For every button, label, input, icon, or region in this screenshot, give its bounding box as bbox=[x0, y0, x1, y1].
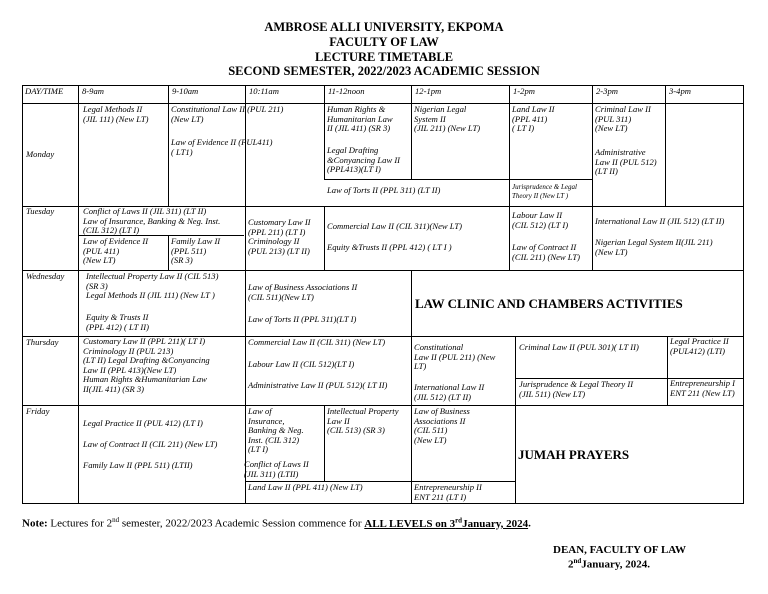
jumah-prayers: JUMAH PRAYERS bbox=[518, 447, 630, 462]
wed-cell: Law of Business Associations II (CIL 511)(New LT) bbox=[248, 282, 358, 302]
header-3-4pm: 3-4pm bbox=[669, 86, 691, 96]
wed-cell: Intellectual Property Law II (CIL 513) (SR 3) Legal Methods II (JIL 111) (New LT ) bbox=[86, 271, 219, 301]
mon-cell: Jurisprudence & Legal Theory II (New LT ) bbox=[512, 183, 577, 200]
fri-cell: Legal Practice II (PUL 412) (LT I) bbox=[83, 418, 203, 428]
header-11-12noon: 11-12noon bbox=[328, 86, 365, 96]
thu-cell: Administrative Law II (PUL 512)( LT II) bbox=[248, 380, 388, 390]
thu-cell: Criminal Law II (PUL 301)( LT II) bbox=[519, 342, 639, 352]
thu-cell: Jurisprudence & Legal Theory II (JIL 511) (New LT) bbox=[519, 379, 634, 399]
note-label: Note: bbox=[22, 517, 48, 530]
session-title: SECOND SEMESTER, 2022/2023 ACADEMIC SESSION bbox=[228, 64, 540, 78]
header-2-3pm: 2-3pm bbox=[596, 86, 618, 96]
day-friday: Friday bbox=[26, 406, 50, 416]
timetable bbox=[22, 85, 744, 504]
mon-cell: Human Rights & Humanitarian Law II (JIL 411) (SR 3) bbox=[327, 104, 393, 134]
tue-cell: Commercial Law II (CIL 311)(New LT) bbox=[327, 221, 463, 231]
fri-cell: Family Law II (PPL 511) (LTII) bbox=[83, 460, 193, 470]
tue-cell: Family Law II (PPL 511) (SR 3) bbox=[171, 236, 221, 266]
wed-cell: Equity & Trusts II (PPL 412) ( LT II) bbox=[86, 312, 150, 332]
header-10-11am: 10:11am bbox=[249, 86, 279, 96]
day-thursday: Thursday bbox=[26, 337, 59, 347]
fri-cell: Entrepreneurship II ENT 211 (LT I) bbox=[414, 482, 482, 502]
mon-cell: Criminal Law II (PUL 311) (New LT) bbox=[595, 104, 651, 134]
tue-cell: Nigerian Legal System II(JIL 211) (New LT) bbox=[595, 237, 713, 257]
tue-cell: Law of Contract II (CIL 211) (New LT) bbox=[512, 242, 581, 262]
law-clinic-activities: LAW CLINIC AND CHAMBERS ACTIVITIES bbox=[415, 296, 683, 311]
thu-cell: Constitutional Law II (PUL 211) (New LT) bbox=[414, 342, 496, 372]
document-title: LECTURE TIMETABLE bbox=[314, 50, 454, 64]
university-name: AMBROSE ALLI UNIVERSITY, EKPOMA bbox=[264, 20, 504, 34]
mon-cell: Legal Drafting &Conyancing Law II (PPL413)(LT I) bbox=[327, 145, 401, 175]
tue-cell: Law of Evidence II (PUL 411) (New LT) bbox=[83, 236, 149, 266]
dean-title: DEAN, FACULTY OF LAW bbox=[553, 544, 687, 556]
tue-cell: Labour Law II (CIL 512) (LT I) bbox=[512, 210, 569, 230]
mon-cell: Legal Methods II (JIL 111) (New LT) bbox=[83, 104, 149, 124]
wed-cell: Law of Torts II (PPL 311)(LT I) bbox=[248, 314, 357, 324]
thu-cell: International Law II (JIL 512) (LT II) bbox=[414, 382, 485, 402]
tue-cell: Customary Law II (PPL 211) (LT I) Criminology II (PUL 213) (LT II) bbox=[248, 217, 311, 256]
mon-cell: Land Law II (PPL 411) ( LT I) bbox=[512, 104, 555, 134]
fri-cell: Law of Business Associations II (CIL 511) (New LT) bbox=[414, 406, 470, 445]
mon-cell: Law of Torts II (PPL 311) (LT II) bbox=[327, 185, 441, 195]
header-9-10am: 9-10am bbox=[172, 86, 199, 96]
header-12-1pm: 12-1pm bbox=[415, 86, 442, 96]
mon-cell: Constitutional Law II (PUL 211) (New LT) bbox=[171, 104, 284, 124]
mon-cell: Administrative Law II (PUL 512) (LT II) bbox=[595, 147, 657, 177]
note-text: Lectures for 2 bbox=[47, 517, 113, 530]
mon-cell: Law of Evidence II (PUL411) ( LT1) bbox=[171, 137, 273, 157]
header-1-2pm: 1-2pm bbox=[513, 86, 535, 96]
signoff-date: 2ndJanuary, 2024. bbox=[568, 557, 651, 571]
thu-cell: Legal Practice II (PUL412) (LTI) bbox=[670, 336, 729, 356]
note-levels: ALL LEVELS on 3 bbox=[364, 517, 456, 530]
thu-cell: Labour Law II (CIL 512)(LT I) bbox=[248, 359, 355, 369]
thu-cell: Commercial Law II (CIL 311) (New LT) bbox=[248, 337, 386, 347]
tue-cell: International Law II (JIL 512) (LT II) bbox=[595, 216, 725, 226]
thu-cell: Customary Law II (PPL 211)( LT I) Criminology II (PUL 213) (LT II) Legal Drafting &Conyancing Law II (PPL 413)(New LT) Human Rights &Humanitarian Law II(JIL 411) (SR 3) bbox=[83, 336, 210, 394]
day-tuesday: Tuesday bbox=[26, 206, 55, 216]
fri-cell: Intellectual Property Law II (CIL 513) (SR 3) bbox=[327, 406, 399, 436]
day-monday: Monday bbox=[26, 149, 55, 159]
thu-cell: Entrepreneurship I ENT 211 (New LT) bbox=[670, 378, 735, 398]
fri-cell: Law of Contract II (CIL 211) (New LT) bbox=[83, 439, 218, 449]
header-daytime: DAY/TIME bbox=[25, 86, 64, 96]
mon-cell: Nigerian Legal System II (JIL 211) (New LT) bbox=[414, 104, 481, 134]
fri-cell: Land Law II (PPL 411) (New LT) bbox=[248, 482, 363, 492]
tue-cell: Conflict of Laws II (JIL 311) (LT II) Law of Insurance, Banking & Neg. Inst. (CIL 312) (LT I) bbox=[83, 206, 221, 236]
fri-cell: Conflict of Laws II (JIL 311) (LTII) bbox=[244, 459, 309, 479]
faculty-name: FACULTY OF LAW bbox=[329, 35, 439, 49]
tue-cell: Equity &Trusts II (PPL 412) ( LT I ) bbox=[327, 242, 452, 252]
fri-cell: Law of Insurance, Banking & Neg. Inst. (CIL 312) (LT I) bbox=[248, 406, 304, 455]
footer-note: Note: Lectures for 2nd semester, 2022/2023 Academic Session commence for ALL LEVELS on 3rdJanuary, 2024. bbox=[22, 516, 531, 530]
day-wednesday: Wednesday bbox=[26, 271, 65, 281]
header-8-9am: 8-9am bbox=[82, 86, 104, 96]
